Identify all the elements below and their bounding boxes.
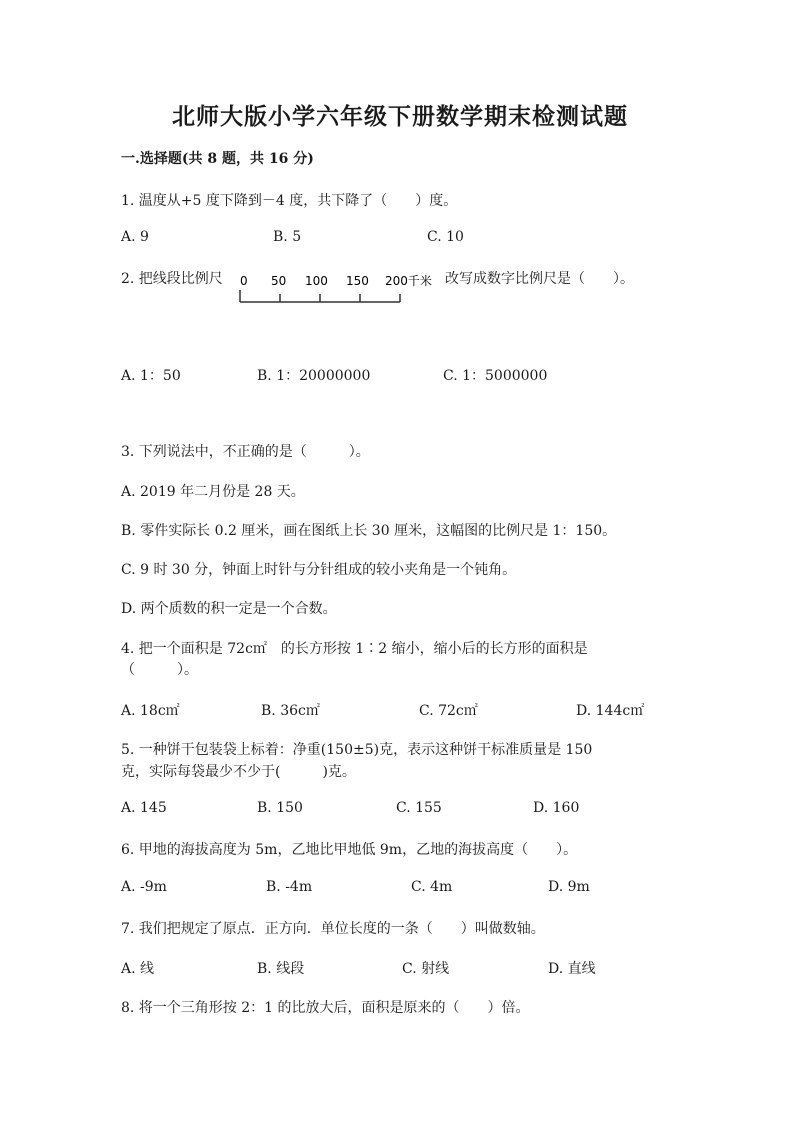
- line-scale-diagram: [235, 272, 445, 306]
- page-title: 北师大版小学六年级下册数学期末检测试题: [172, 103, 628, 130]
- scale-label-150: 150: [346, 274, 369, 288]
- question-7-stem: 7. 我们把规定了原点．正方向．单位长度的一条（ ）叫做数轴。: [121, 921, 545, 937]
- question-2-stem-head: 2. 把线段比例尺: [121, 271, 223, 287]
- section-heading: 一.选择题(共 8 题，共 16 分): [121, 151, 314, 167]
- question-2-option-c: C. 1：5000000: [443, 368, 548, 384]
- scale-label-100: 100: [305, 274, 328, 288]
- question-4-stem-line2: （ ）。: [121, 662, 198, 678]
- question-2-option-b: B. 1：20000000: [257, 368, 371, 384]
- question-4-option-d: D. 144c㎡: [576, 703, 645, 719]
- question-5-option-c: C. 155: [396, 800, 442, 816]
- question-5-option-d: D. 160: [533, 800, 580, 816]
- question-5-stem-line1: 5. 一种饼干包装袋上标着：净重(150±5)克，表示这种饼干标准质量是 150: [121, 742, 593, 758]
- question-6-option-a: A. -9m: [121, 879, 167, 895]
- question-1-option-a: A. 9: [121, 229, 149, 245]
- question-8-stem: 8. 将一个三角形按 2：1 的比放大后，面积是原来的（ ）倍。: [121, 1000, 530, 1016]
- question-6-option-d: D. 9m: [548, 879, 590, 895]
- scale-label-50: 50: [271, 274, 287, 288]
- question-2-option-a: A. 1：50: [121, 368, 181, 384]
- question-6-option-c: C. 4m: [411, 879, 453, 895]
- question-6-option-b: B. -4m: [266, 879, 313, 895]
- question-7-option-b: B. 线段: [257, 961, 305, 977]
- scale-label-0: 0: [240, 274, 248, 288]
- question-7-option-d: D. 直线: [548, 961, 596, 977]
- question-4-stem-line1: 4. 把一个面积是 72c㎡ 的长方形按 1∶2 缩小，缩小后的长方形的面积是: [121, 641, 588, 657]
- question-3-option-c: C. 9 时 30 分，钟面上时针与分针组成的较小夹角是一个钝角。: [121, 562, 517, 578]
- question-3-option-b: B. 零件实际长 0.2 厘米，画在图纸上长 30 厘米，这幅图的比例尺是 1：150。: [121, 523, 617, 539]
- question-5-option-b: B. 150: [257, 800, 303, 816]
- question-3-stem: 3. 下列说法中，不正确的是（ ）。: [121, 444, 370, 460]
- question-4-option-b: B. 36c㎡: [261, 703, 320, 719]
- question-6-stem: 6. 甲地的海拔高度为 5m，乙地比甲地低 9m，乙地的海拔高度（ ）。: [121, 842, 578, 858]
- question-5-stem-line2: 克，实际每袋最少不少于( )克。: [121, 764, 356, 780]
- question-3-option-a: A. 2019 年二月份是 28 天。: [121, 484, 305, 500]
- question-7-option-a: A. 线: [121, 961, 155, 977]
- question-1-option-c: C. 10: [427, 229, 464, 245]
- question-1-stem: 1. 温度从+5 度下降到－4 度，共下降了（ ）度。: [121, 193, 458, 209]
- question-3-option-d: D. 两个质数的积一定是一个合数。: [121, 601, 337, 617]
- question-5-option-a: A. 145: [121, 800, 167, 816]
- question-7-option-c: C. 射线: [402, 961, 450, 977]
- question-2-stem-tail: 改写成数字比例尺是（ ）。: [445, 271, 634, 287]
- question-4-option-a: A. 18c㎡: [121, 703, 180, 719]
- scale-label-200: 200千米: [385, 274, 432, 288]
- question-1-option-b: B. 5: [273, 229, 302, 245]
- question-4-option-c: C. 72c㎡: [419, 703, 478, 719]
